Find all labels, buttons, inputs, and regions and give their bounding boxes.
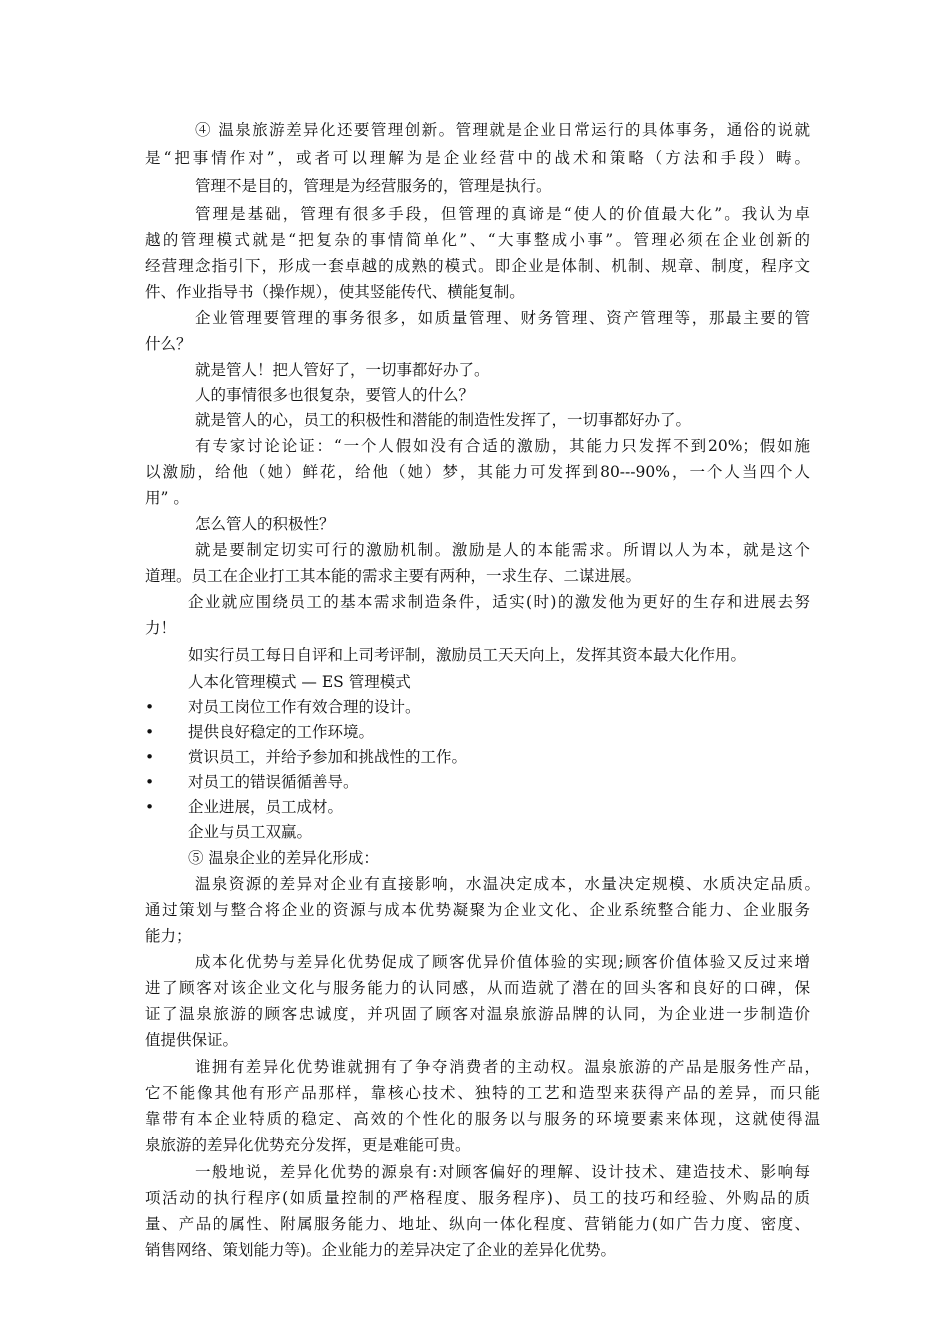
text-line: 有专家讨论论证：“一个人假如没有合适的激励，其能力只发挥不到20%；假如施 [195,437,810,455]
text-line: 进了顾客对该企业文化与服务能力的认同感，从而造就了潜在的回头客和良好的口碑，保 [145,979,810,997]
text-line: 它不能像其他有形产品那样，靠核心技术、独特的工艺和造型来获得产品的差异，而只能 [145,1084,820,1102]
text-line: 值提供保证。 [145,1031,239,1049]
text-line: 道理。员工在企业打工其本能的需求主要有两种，一求生存、二谋进展。 [145,567,642,585]
bullet-item: 对员工的错误循循善导。 [188,773,359,791]
text-line: 怎么管人的积极性？ [195,515,335,533]
text-line: 人本化管理模式 — ES 管理模式 [188,673,411,691]
bullet-item: 对员工岗位工作有效合理的设计。 [188,698,421,716]
text-line: 企业管理要管理的事务很多，如质量管理、财务管理、资产管理等，那最主要的管 [195,309,810,327]
text-line: ⑤ 温泉企业的差异化形成： [188,849,379,867]
text-line: 经营理念指引下，形成一套卓越的成熟的模式。即企业是体制、机制、规章、制度，程序文 [145,257,810,275]
text-line: 证了温泉旅游的顾客忠诚度，并巩固了顾客对温泉旅游品牌的认同，为企业进一步制造价 [145,1005,810,1023]
text-line: 销售网络、策划能力等)。企业能力的差异决定了企业的差异化优势。 [145,1241,617,1259]
bullet-icon: • [145,773,155,791]
text-line: 量、产品的属性、附属服务能力、地址、纵向一体化程度、营销能力(如广告力度、密度、 [145,1215,810,1233]
text-line: 通过策划与整合将企业的资源与成本优势凝聚为企业文化、企业系统整合能力、企业服务 [145,901,810,919]
bullet-icon: • [145,723,155,741]
text-line: 如实行员工每日自评和上司考评制，激励员工天天向上，发挥其资本最大化作用。 [188,646,747,664]
text-line: 人的事情很多也很复杂，要管人的什么？ [195,386,475,404]
text-line: 企业就应围绕员工的基本需求制造条件，适实(时)的激发他为更好的生存和进展去努 [188,593,810,611]
bullet-icon: • [145,698,155,716]
bullet-item: 赏识员工，并给予参加和挑战性的工作。 [188,748,468,766]
text-line: 用” 。 [145,489,189,507]
text-line: 管理不是目的，管理是为经营服务的，管理是执行。 [195,177,552,195]
text-line: 件、作业指导书（操作规），使其竖能传代、横能复制。 [145,283,525,301]
text-line: 以激励，给他（她）鲜花，给他（她）梦，其能力可发挥到80---90%，一个人当四个人 [145,463,810,481]
text-line: 是“把事情作对”，或者可以理解为是企业经营中的战术和策略（方法和手段）畴。 [145,149,810,167]
text-line: 企业与员工双赢。 [188,823,313,841]
text-line: 能力； [145,927,192,945]
text-line: 什么？ [145,335,192,353]
text-line: 就是管人的心，员工的积极性和潜能的制造性发挥了，一切事都好办了。 [195,411,692,429]
text-line: 力！ [145,619,177,637]
bullet-icon: • [145,748,155,766]
text-line: 谁拥有差异化优势谁就拥有了争夺消费者的主动权。温泉旅游的产品是服务性产品， [195,1058,820,1076]
text-line: 温泉资源的差异对企业有直接影响，水温决定成本，水量决定规模、水质决定品质。 [195,875,820,893]
text-line: ④ 温泉旅游差异化还要管理创新。管理就是企业日常运行的具体事务，通俗的说就 [195,121,810,139]
text-line: 项活动的执行程序(如质量控制的严格程度、服务程序)、员工的技巧和经验、外购品的质 [145,1189,810,1207]
bullet-item: 企业进展，员工成材。 [188,798,344,816]
text-line: 一般地说，差异化优势的源泉有:对顾客偏好的理解、设计技术、建造技术、影响每 [195,1163,810,1181]
text-line: 泉旅游的差异化优势充分发挥，更是难能可贵。 [145,1136,471,1154]
text-line: 就是管人！把人管好了，一切事都好办了。 [195,361,490,379]
text-line: 靠带有本企业特质的稳定、高效的个性化的服务以与服务的环境要素来体现，这就使得温 [145,1110,820,1128]
text-line: 越的管理模式就是“把复杂的事情简单化”、“大事整成小事”。管理必须在企业创新的 [145,231,810,249]
text-line: 就是要制定切实可行的激励机制。激励是人的本能需求。所谓以人为本，就是这个 [195,541,810,559]
bullet-icon: • [145,798,155,816]
text-line: 成本化优势与差异化优势促成了顾客优异价值体验的实现;顾客价值体验又反过来增 [195,953,810,971]
text-line: 管理是基础，管理有很多手段，但管理的真谛是“使人的价值最大化”。我认为卓 [195,205,810,223]
bullet-item: 提供良好稳定的工作环境。 [188,723,375,741]
